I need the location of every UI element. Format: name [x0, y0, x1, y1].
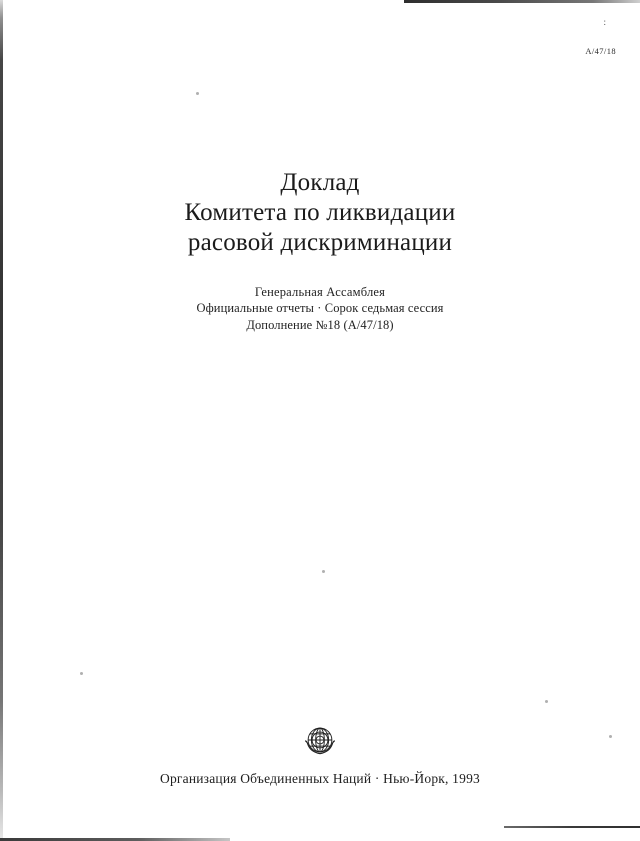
imprint-supplement: Дополнение №18 (A/47/18): [246, 318, 394, 332]
title-line-2: Комитета по ликвидации: [184, 199, 456, 226]
scan-speck: [545, 700, 548, 703]
title-line-3: расовой дискриминации: [187, 229, 453, 256]
scan-edge-bottom-right: [504, 826, 640, 828]
imprint-block: [0, 284, 640, 334]
imprint-session: Официальные отчеты · Сорок седьмая сессия: [196, 301, 444, 315]
scan-speck: [196, 92, 199, 95]
page-title: [0, 168, 640, 258]
scan-edge-top: [404, 0, 640, 3]
document-symbol: A/47/18: [585, 46, 616, 56]
document-symbol-tick: :: [603, 17, 606, 27]
scan-edge-left: [0, 0, 3, 841]
scan-speck: [80, 672, 83, 675]
publisher-line: Организация Объединенных Наций · Нью-Йорк, 1993: [160, 771, 480, 786]
imprint-organ: Генеральная Ассамблея: [254, 285, 386, 299]
scan-speck: [322, 570, 325, 573]
title-line-1: Доклад: [280, 169, 360, 196]
un-emblem: [302, 722, 338, 758]
scan-speck: [609, 735, 612, 738]
